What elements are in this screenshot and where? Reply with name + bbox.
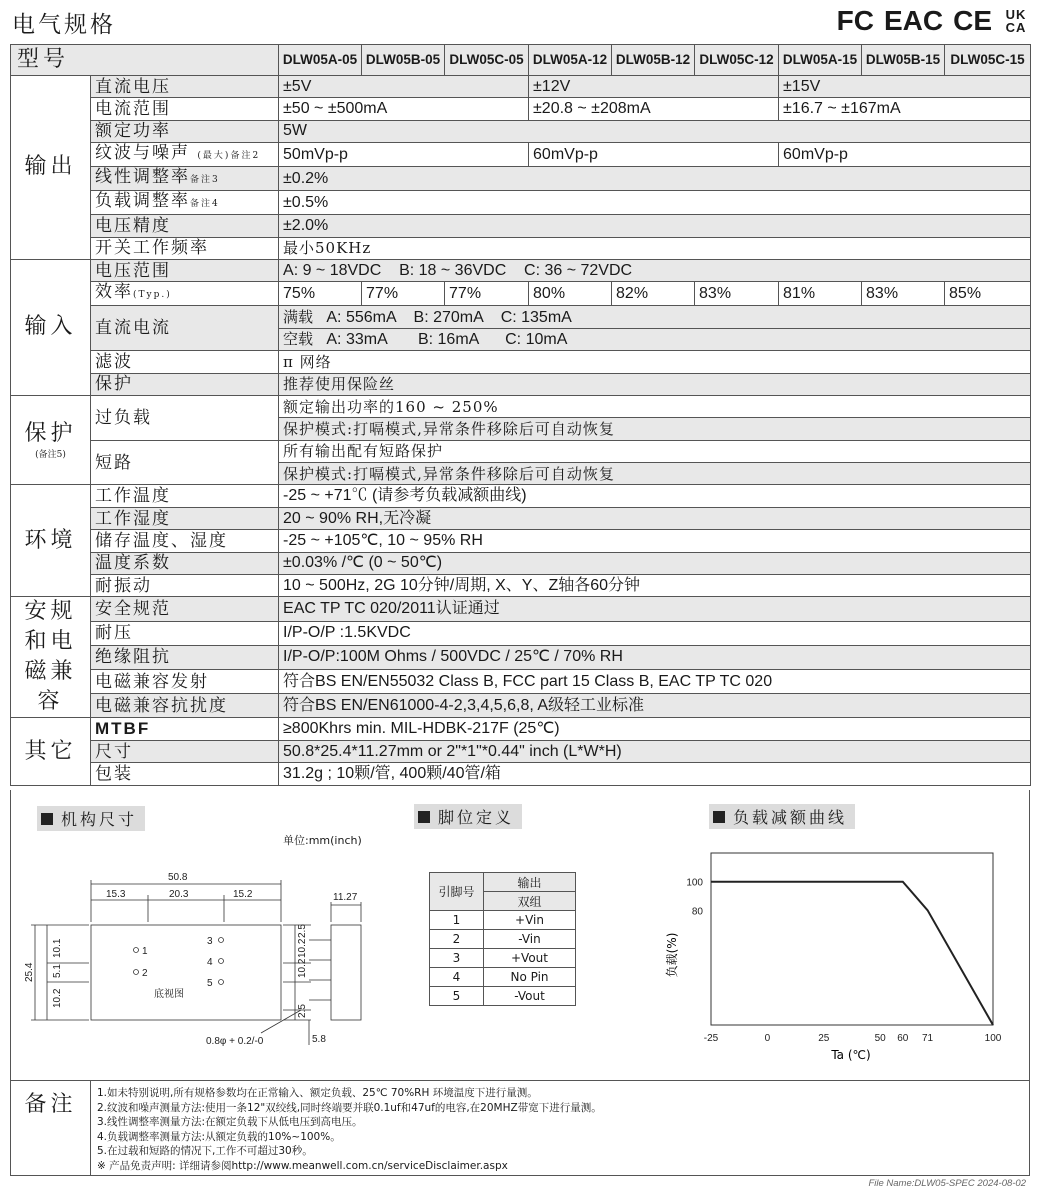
dim-label: 2.5 (297, 1004, 308, 1018)
x-tick-label: 60 (897, 1033, 909, 1044)
packing-value: 31.2g ; 10颗/管, 400颗/40管/箱 (279, 763, 1031, 785)
remark-line: 1.如未特别说明,所有规格参数均在正常输入、额定负载、25℃ 70%RH 环境温度下进行量测。 (97, 1087, 538, 1099)
ripple-value: 60mVp-p (779, 143, 1031, 167)
pin-fn: -Vin (484, 930, 576, 949)
emc-emission-label: 电磁兼容发射 (91, 669, 279, 693)
no-load-current: 空载 A: 33mA B: 16mA C: 10mA (279, 328, 1031, 350)
vibration-label: 耐振动 (91, 575, 279, 597)
isolation-label: 绝缘阻抗 (91, 645, 279, 669)
voltage-range-value: A: 9 ~ 18VDC B: 18 ~ 36VDC C: 36 ~ 72VDC (279, 259, 1031, 281)
current-range-value: ±20.8 ~ ±208mA (529, 98, 779, 120)
efficiency-value: 77% (362, 282, 445, 306)
derating-curve (711, 882, 993, 1025)
dim-label: 15.2 (233, 889, 253, 900)
filter-value: π 网络 (279, 351, 1031, 373)
certification-logos (837, 6, 1030, 36)
mtbf-label: MTBF (91, 718, 279, 740)
accuracy-label: 电压精度 (91, 215, 279, 237)
pin-fn: -Vout (484, 987, 576, 1006)
overload-value: 额定输出功率的160 ~ 250% (279, 395, 1031, 417)
model-label: 型号 (11, 45, 279, 76)
dim-label: 11.27 (333, 892, 358, 903)
fcc-logo: FC (836, 5, 874, 36)
dim-label: 0.8φ + 0.2/-0 (206, 1036, 264, 1047)
x-tick-label: 25 (818, 1033, 830, 1044)
model-cell: DLW05C-15 (945, 45, 1031, 76)
work-temp-label: 工作温度 (91, 485, 279, 507)
pin-number: 4 (207, 957, 213, 968)
spec-title: 电气规格 (12, 12, 116, 38)
pin-no: 4 (430, 968, 484, 987)
dim-label: 50.8 (168, 872, 188, 883)
pinout-table (429, 872, 576, 1006)
output-col-header: 输出 (484, 873, 576, 892)
safety-std-value: EAC TP TC 020/2011认证通过 (279, 597, 1031, 621)
x-tick-label: 100 (984, 1033, 1002, 1044)
mechanical-heading: 机构尺寸 (37, 806, 145, 831)
x-tick-label: 50 (874, 1033, 886, 1044)
isolation-value: I/P-O/P:100M Ohms / 500VDC / 25℃ / 70% RH (279, 645, 1031, 669)
pin-no: 1 (430, 911, 484, 930)
input-protection-value: 推荐使用保险丝 (279, 373, 1031, 395)
dim-label: 20.3 (169, 889, 189, 900)
work-hum-value: 20 ~ 90% RH,无冷凝 (279, 507, 1031, 529)
dc-voltage-value: ±5V (279, 76, 529, 98)
plot-frame (711, 853, 993, 1025)
remark-line: 3.线性调整率测量方法:在额定负载下从低电压到高电压。 (97, 1116, 363, 1128)
dimension-label: 尺寸 (91, 740, 279, 762)
input-category: 输入 (11, 259, 91, 395)
ukca-logo: UK CA (1005, 7, 1027, 35)
model-cell: DLW05A-05 (279, 45, 362, 76)
load-reg-value: ±0.5% (279, 191, 1031, 215)
rated-power-label: 额定功率 (91, 120, 279, 142)
withstand-value: I/P-O/P :1.5KVDC (279, 621, 1031, 645)
remark-line: 4.负载调整率测量方法:从额定负载的10%~100%。 (97, 1130, 341, 1143)
pin-no: 3 (430, 949, 484, 968)
efficiency-value: 83% (695, 282, 779, 306)
short-value: 所有输出配有短路保护 (279, 440, 1031, 462)
efficiency-value: 82% (612, 282, 695, 306)
module-outline (91, 925, 281, 1020)
pinout-heading: 脚位定义 (414, 804, 522, 829)
temp-coef-value: ±0.03% /℃ (0 ~ 50℃) (279, 552, 1031, 574)
emc-immunity-value: 符合BS EN/EN61000-4-2,3,4,5,6,8, A级轻工业标准 (279, 694, 1031, 718)
dim-label: 10.1 (52, 938, 63, 958)
square-bullet-icon (418, 811, 430, 823)
pin-fn: +Vin (484, 911, 576, 930)
bottom-view-label: 底视图 (154, 989, 184, 1000)
efficiency-value: 83% (862, 282, 945, 306)
packing-label: 包装 (91, 763, 279, 785)
model-cell: DLW05A-12 (529, 45, 612, 76)
model-cell: DLW05A-15 (779, 45, 862, 76)
model-cell: DLW05B-15 (862, 45, 945, 76)
efficiency-value: 80% (529, 282, 612, 306)
y-axis-label: 负载(%) (665, 932, 679, 978)
pin-no: 2 (430, 930, 484, 949)
square-bullet-icon (41, 813, 53, 825)
pin-number: 3 (207, 936, 213, 947)
storage-value: -25 ~ +105℃, 10 ~ 95% RH (279, 530, 1031, 552)
dim-label: 2.5 (297, 924, 308, 938)
dim-label: 10.2 (297, 958, 308, 978)
current-range-value: ±16.7 ~ ±167mA (779, 98, 1031, 120)
y-tick-label: 100 (686, 877, 703, 889)
mtbf-value: ≥800Khrs min. MIL-HDBK-217F (25℃) (279, 718, 1031, 740)
efficiency-value: 85% (945, 282, 1031, 306)
work-temp-value: -25 ~ +71℃ (请参考负载减额曲线) (279, 485, 1031, 507)
file-name-footer: File Name:DLW05-SPEC 2024-08-02 (868, 1178, 1026, 1189)
y-tick-label: 80 (691, 906, 703, 918)
pin-hole (134, 970, 139, 975)
dimension-value: 50.8*25.4*11.27mm or 2"*1"*0.44" inch (L*W*H) (279, 740, 1031, 762)
pin-number: 2 (142, 968, 148, 979)
x-tick-label: -25 (703, 1033, 719, 1044)
overload-mode: 保护模式:打嗝模式,异常条件移除后可自动恢复 (279, 418, 1031, 440)
withstand-label: 耐压 (91, 621, 279, 645)
dim-label: 15.3 (106, 889, 126, 900)
spec-table (10, 44, 1031, 786)
full-load-current: 满载 A: 556mA B: 270mA C: 135mA (279, 306, 1031, 328)
model-cell: DLW05C-05 (445, 45, 529, 76)
storage-label: 储存温度、湿度 (91, 530, 279, 552)
drawings-section (10, 790, 1030, 1080)
efficiency-value: 75% (279, 282, 362, 306)
overload-label: 过负载 (91, 395, 279, 440)
voltage-range-label: 电压范围 (91, 259, 279, 281)
x-tick-label: 71 (922, 1033, 934, 1044)
pin-fn: No Pin (484, 968, 576, 987)
short-label: 短路 (91, 440, 279, 485)
dim-label: 5.8 (312, 1034, 326, 1045)
pin-hole (219, 938, 224, 943)
model-cell: DLW05C-12 (695, 45, 779, 76)
pin-number: 1 (142, 946, 148, 957)
x-tick-label: 0 (764, 1033, 771, 1044)
vibration-value: 10 ~ 500Hz, 2G 10分钟/周期, X、Y、Z轴各60分钟 (279, 575, 1031, 597)
pin-col-header: 引脚号 (430, 873, 484, 911)
ripple-value: 60mVp-p (529, 143, 779, 167)
safety-category: 安规和电磁兼容 (11, 597, 91, 718)
input-protection-label: 保护 (91, 373, 279, 395)
work-hum-label: 工作湿度 (91, 507, 279, 529)
ripple-value: 50mVp-p (279, 143, 529, 167)
model-cell: DLW05B-05 (362, 45, 445, 76)
derating-heading: 负载减额曲线 (709, 804, 855, 829)
emc-immunity-label: 电磁兼容抗扰度 (91, 694, 279, 718)
ce-logo: CE (953, 5, 992, 36)
unit-label: 单位:mm(inch) (283, 834, 362, 847)
dc-voltage-label: 直流电压 (91, 76, 279, 98)
safety-std-label: 安全规范 (91, 597, 279, 621)
model-cell: DLW05B-12 (612, 45, 695, 76)
line-reg-value: ±0.2% (279, 167, 1031, 191)
remark-line: 2.纹波和噪声测量方法:使用一条12"双绞线,同时终端要并联0.1uf和47uf的电容,在20MHZ带宽下进行量测。 (97, 1101, 602, 1114)
pin-hole (219, 959, 224, 964)
pin-fn: +Vout (484, 949, 576, 968)
dual-col-header: 双组 (484, 892, 576, 911)
pin-hole (219, 980, 224, 985)
mechanical-drawing (11, 850, 391, 1047)
dim-label: 10.2 (52, 988, 63, 1008)
current-range-label: 电流范围 (91, 98, 279, 120)
line-reg-label: 线性调整率备注3 (91, 167, 279, 191)
remark-line: ※ 产品免责声明: 详细请参阅http://www.meanwell.com.cn/serviceDisclaimer.aspx (97, 1159, 508, 1172)
dc-voltage-value: ±12V (529, 76, 779, 98)
ripple-label: 纹波与噪声 (最大)备注2 (91, 143, 279, 167)
protection-category: 保护 (备注5) (11, 395, 91, 485)
filter-label: 滤波 (91, 351, 279, 373)
efficiency-value: 81% (779, 282, 862, 306)
dim-label: 5.1 (52, 964, 63, 978)
remarks-section (10, 1080, 1030, 1176)
load-reg-label: 负载调整率备注4 (91, 191, 279, 215)
efficiency-label: 效率(Typ.) (91, 282, 279, 306)
model-row (11, 45, 1031, 76)
dc-current-label: 直流电流 (91, 306, 279, 351)
env-category: 环境 (11, 485, 91, 597)
rated-power-value: 5W (279, 120, 1031, 142)
efficiency-value: 77% (445, 282, 529, 306)
pin-no: 5 (430, 987, 484, 1006)
accuracy-value: ±2.0% (279, 215, 1031, 237)
current-range-value: ±50 ~ ±500mA (279, 98, 529, 120)
derating-chart (651, 845, 1021, 1075)
square-bullet-icon (713, 811, 725, 823)
remark-line: 5.在过载和短路的情况下,工作不可超过30秒。 (97, 1145, 313, 1157)
freq-label: 开关工作频率 (91, 237, 279, 259)
eac-logo: EAC (883, 5, 944, 36)
dc-voltage-value: ±15V (779, 76, 1031, 98)
remarks-category: 备注 (11, 1081, 91, 1175)
pin-hole (134, 948, 139, 953)
output-category: 输出 (11, 76, 91, 260)
temp-coef-label: 温度系数 (91, 552, 279, 574)
others-category: 其它 (11, 718, 91, 785)
dim-label: 25.4 (24, 962, 35, 982)
short-mode: 保护模式:打嗝模式,异常条件移除后可自动恢复 (279, 463, 1031, 485)
x-axis-label: Ta (℃) (831, 1048, 871, 1062)
emc-emission-value: 符合BS EN/EN55032 Class B, FCC part 15 Class B, EAC TP TC 020 (279, 669, 1031, 693)
freq-value: 最小50KHz (279, 237, 1031, 259)
dim-label: 10.2 (297, 938, 308, 958)
pin-number: 5 (207, 978, 213, 989)
